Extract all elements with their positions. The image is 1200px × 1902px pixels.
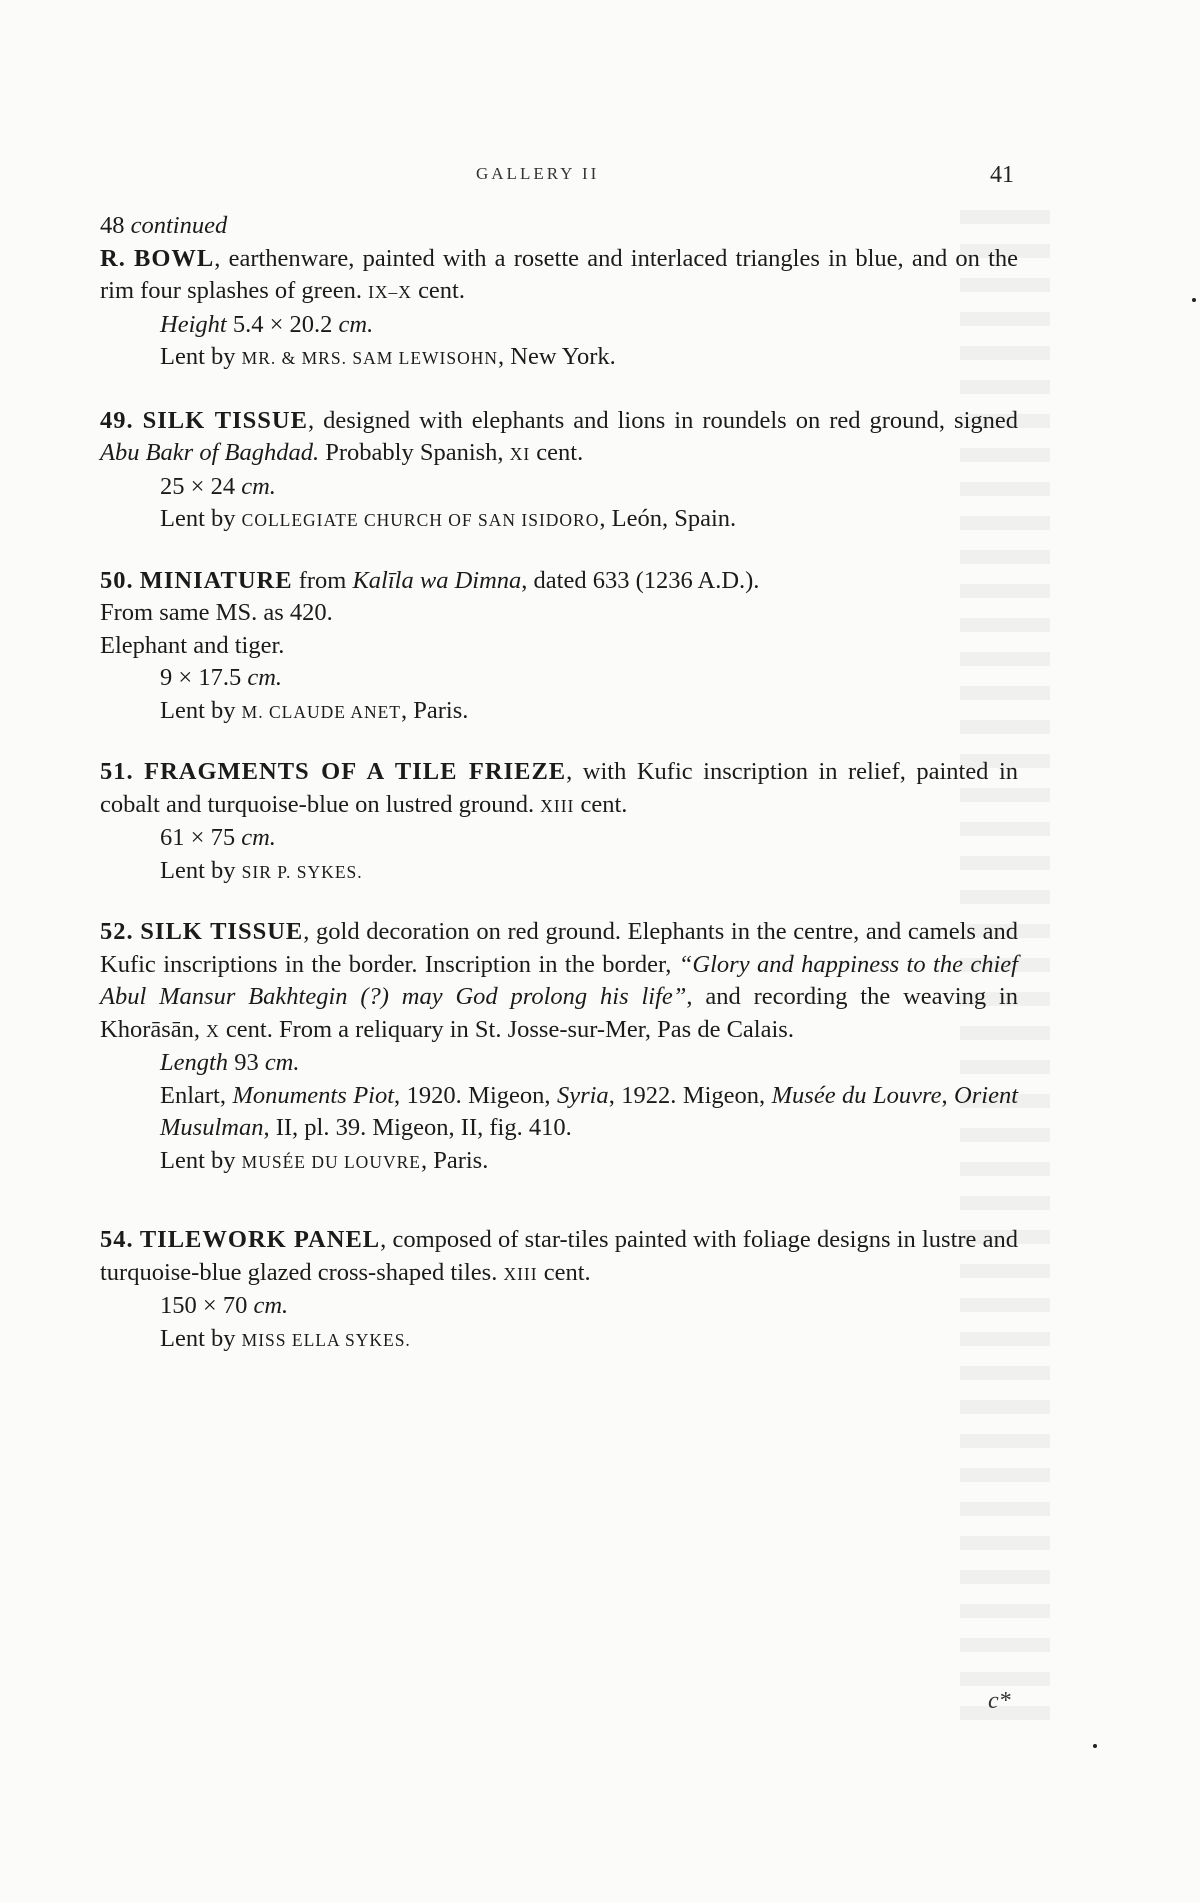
dimension-value: 9 × 17.5	[160, 664, 248, 691]
lender-name: MISS ELLA SYKES.	[241, 1329, 411, 1350]
lender-place: , León, Spain.	[599, 505, 737, 532]
entry-text-2: , dated 633 (1236 A.D.).	[521, 566, 760, 594]
lender-name: SIR P. SYKES.	[241, 861, 363, 882]
dimension-value: 93	[228, 1049, 265, 1076]
entry-title: FRAGMENTS OF A TILE FRIEZE	[144, 758, 567, 785]
lender-prefix: Lent by	[160, 1146, 242, 1174]
entry-line-2: From same MS. as 420.	[100, 599, 333, 626]
entry-inscription: “Glory and happiness to the chief Abul Mansur Bakhtegin (?) may God prolong his life”	[100, 950, 1018, 1010]
lender-place: , New York.	[498, 343, 616, 370]
entry-century: IX–X	[368, 282, 412, 302]
entry-dimensions	[100, 471, 1018, 504]
entry-54	[100, 1224, 1018, 1356]
entry-description	[100, 243, 1018, 309]
dimension-value: 25 × 24	[160, 472, 242, 500]
page-header	[0, 164, 1200, 194]
century-suffix: cent.	[574, 790, 628, 818]
lender-prefix: Lent by	[160, 696, 242, 724]
entry-dimensions	[100, 1047, 1018, 1080]
entry-number: 52.	[100, 918, 134, 945]
century-suffix: cent.	[537, 1258, 591, 1286]
lender-prefix: Lent by	[160, 343, 242, 370]
entry-title: SILK TISSUE	[142, 406, 308, 434]
entry-description	[100, 405, 1018, 471]
entry-work-title: Kalīla wa Dimna	[352, 566, 522, 594]
continued-label: continued	[130, 212, 228, 239]
ref-title: Musée du Louvre	[771, 1081, 942, 1109]
entry-text: from	[292, 566, 353, 594]
ref-text: , II, pl. 39. Migeon, II, fig. 410.	[263, 1114, 572, 1141]
entry-title: SILK TISSUE	[140, 918, 304, 945]
entry-text-2: , and recording the weaving in Khorāsān,	[100, 983, 1018, 1043]
entry-title: TILEWORK PANEL	[139, 1226, 381, 1253]
continued-heading	[100, 210, 1018, 243]
dimension-unit: cm.	[338, 310, 374, 338]
lender-name: MR. & MRS. SAM LEWISOHN	[241, 348, 499, 368]
entry-lender	[100, 855, 1018, 889]
entry-century: XIII	[540, 795, 575, 816]
entry-lender	[100, 341, 1018, 375]
lender-prefix: Lent by	[160, 1324, 242, 1352]
running-head: GALLERY II	[476, 164, 600, 183]
ref-text: ,	[941, 1081, 955, 1109]
speck	[1192, 298, 1196, 302]
entry-dimensions	[100, 662, 1018, 695]
dimension-value: 5.4 × 20.2	[226, 310, 339, 338]
ref-title: Monuments Piot	[232, 1081, 395, 1109]
dimension-value: 150 × 70	[160, 1292, 254, 1319]
entry-text: , designed with elephants and lions in roundels on red ground, signed	[307, 406, 1019, 434]
entry-51	[100, 756, 1018, 888]
speck	[1093, 1744, 1097, 1748]
entry-49	[100, 405, 1018, 537]
lender-place: , Paris.	[420, 1146, 489, 1174]
entry-48r	[100, 243, 1018, 375]
century-suffix: cent.	[411, 277, 465, 304]
dimension-label: Height	[160, 310, 227, 338]
entry-century: XIII	[503, 1263, 538, 1284]
entry-lender	[100, 503, 1018, 537]
entry-text-2: Probably Spanish,	[319, 439, 504, 466]
entry-description	[100, 1224, 1018, 1290]
entry-number: 51.	[100, 758, 134, 785]
entry-number: 54.	[100, 1226, 134, 1253]
continued-number: 48	[100, 212, 125, 239]
ref-title: Orient Musulman	[160, 1081, 1019, 1141]
lender-prefix: Lent by	[160, 856, 242, 884]
century-suffix: cent.	[530, 439, 584, 466]
dimension-value: 61 × 75	[160, 824, 242, 851]
ref-text: Enlart,	[160, 1081, 233, 1109]
lender-name: COLLEGIATE CHURCH OF SAN ISIDORO	[241, 510, 600, 530]
entry-title: BOWL	[134, 244, 215, 272]
entry-number: 50.	[100, 566, 134, 594]
dimension-unit: cm.	[247, 664, 283, 691]
dimension-unit: cm.	[241, 472, 276, 500]
entry-dimensions	[100, 309, 1018, 342]
entry-52	[100, 916, 1018, 1178]
lender-name: MUSÉE DU LOUVRE	[241, 1151, 421, 1172]
signature-mark: c*	[988, 1688, 1011, 1714]
entry-text: , gold decoration on red ground. Elephants in the centre, and camels and Kufic inscriptions in the border. Inscription in the border,	[100, 918, 1018, 978]
entry-description	[100, 565, 1018, 598]
entry-text: , earthenware, painted with a rosette and interlaced triangles in blue, and on the rim four splashes of green.	[100, 244, 1019, 304]
entry-description	[100, 916, 1018, 1047]
ref-text: , 1920. Migeon,	[394, 1081, 557, 1109]
entry-dimensions	[100, 1290, 1018, 1323]
entry-text: , composed of star-tiles painted with foliage designs in lustre and turquoise-blue glazed cross-shaped tiles.	[100, 1226, 1018, 1286]
entry-century: XI	[509, 444, 531, 464]
lender-place: , Paris.	[401, 696, 469, 724]
entry-description	[100, 756, 1018, 822]
entry-50	[100, 565, 1018, 729]
entry-dimensions	[100, 822, 1018, 855]
entry-references	[100, 1080, 1018, 1145]
dimension-unit: cm.	[264, 1049, 300, 1076]
entry-title: MINIATURE	[139, 566, 293, 594]
lender-name: M. CLAUDE ANET	[241, 701, 401, 722]
entry-line-3: Elephant and tiger.	[100, 631, 285, 659]
catalogue-entries	[100, 210, 1018, 1386]
dimension-unit: cm.	[253, 1292, 289, 1319]
entry-number: R.	[100, 244, 126, 272]
entry-text: , with Kufic inscription in relief, painted in cobalt and turquoise-blue on lustred ground.	[100, 758, 1019, 818]
entry-lender	[100, 695, 1018, 729]
dimension-unit: cm.	[241, 824, 276, 851]
page-number: 41	[990, 162, 1014, 188]
entry-lender	[100, 1145, 1018, 1179]
lender-prefix: Lent by	[160, 505, 242, 532]
entry-lender	[100, 1323, 1018, 1357]
entry-century: X	[206, 1020, 220, 1041]
entry-number: 49.	[100, 406, 134, 434]
entry-text-3: cent. From a reliquary in St. Josse-sur-Mer, Pas de Calais.	[219, 1015, 794, 1043]
ref-text: , 1922. Migeon,	[608, 1081, 772, 1109]
entry-signature: Abu Bakr of Baghdad.	[100, 439, 320, 466]
ref-title: Syria	[556, 1081, 609, 1109]
dimension-label: Length	[160, 1049, 229, 1076]
